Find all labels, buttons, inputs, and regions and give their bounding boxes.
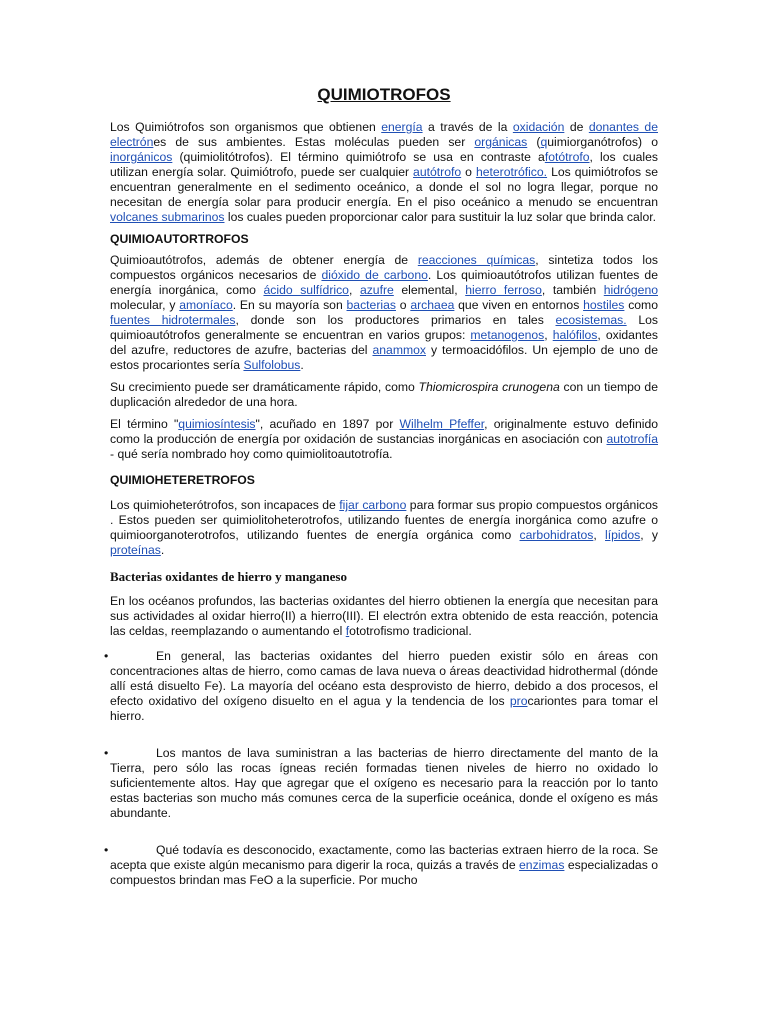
intro-paragraph-link[interactable]: oxidación: [512, 120, 565, 134]
bullet-item-3-text: Qué todavía es desconocido, exactamente, como las bacterias extraen hierro de la roca. Se acepta que existe algún mecanismo para digerir la roca, quizás a través de: [110, 843, 658, 872]
intro-paragraph-link[interactable]: heterotrófico.: [475, 165, 548, 179]
document-page: [104, 84, 659, 910]
quimioautotrofos-paragraph-1-link[interactable]: amoníaco: [179, 298, 233, 312]
section-heading-quimioheterotrofos: QUIMIOHETERETROFOS: [110, 473, 255, 487]
bacterias-hierro-paragraph-text: ototrofismo tradicional.: [349, 624, 472, 638]
bullet-list: [104, 649, 658, 888]
intro-paragraph: [110, 120, 658, 225]
intro-paragraph-link[interactable]: orgánicas: [474, 135, 528, 149]
quimioautotrofos-paragraph-1-link[interactable]: hidrógeno: [603, 283, 658, 297]
quimioautotrofos-paragraph-1-text: y termoacidófilos. Un ejemplo de uno de estos procariontes sería: [110, 343, 658, 372]
quimioautotrofos-paragraph-3-text: El término ": [110, 417, 179, 431]
quimioautotrofos-paragraph-1-text: , también: [541, 283, 604, 297]
quimioautotrofos-paragraph-1-text: , oxidantes del azufre, reductores de azufre, bacterias del: [110, 328, 658, 357]
bacterias-hierro-paragraph: [110, 594, 658, 639]
bullet-dot-icon: •: [104, 843, 109, 857]
section-heading-bacterias-hierro: Bacterias oxidantes de hierro y manganeso: [110, 569, 347, 584]
quimioautotrofos-paragraph-1-link[interactable]: reacciones químicas: [417, 253, 536, 267]
quimioautotrofos-paragraph-1-text: como: [624, 298, 658, 312]
quimioautotrofos-paragraph-1-link[interactable]: ecosistemas.: [555, 313, 627, 327]
bacterias-hierro-paragraph-text: En los océanos profundos, las bacterias oxidantes del hierro obtienen la energía que necesitan para sus actividades al oxidar hierro(II) a hierro(III). El electrón extra obtenido de esta reacción, potencia las celdas, reemplazando o aumentando el: [110, 594, 658, 638]
quimioautotrofos-paragraph-1: [110, 253, 658, 373]
bacterias-hierro-paragraph-link[interactable]: f: [345, 624, 350, 638]
bullet-item-1-link[interactable]: pro: [509, 694, 528, 708]
quimioautotrofos-paragraph-1-link[interactable]: bacterias: [346, 298, 396, 312]
quimioautotrofos-paragraph-2-text: Su crecimiento puede ser dramáticamente rápido, como: [110, 380, 419, 394]
quimioheterotrofos-paragraph-link[interactable]: proteínas: [110, 543, 161, 557]
quimioautotrofos-paragraph-1-link[interactable]: hostiles: [583, 298, 625, 312]
intro-paragraph-text: uimiorganótrofos) o: [547, 135, 658, 149]
bullet-item-1-text: cariontes para tomar el hierro.: [110, 694, 658, 723]
intro-paragraph-text: los cuales pueden proporcionar calor para sustituir la luz solar que brinda calor.: [224, 210, 657, 224]
quimioheterotrofos-paragraph-text: ,: [593, 528, 606, 542]
quimioautotrofos-paragraph-3-text: , originalmente estuvo definido como la producción de energía por oxidación de sustancias inorgánicas en asociación con: [110, 417, 658, 446]
quimioautotrofos-paragraph-1-text: ,: [348, 283, 360, 297]
quimioautotrofos-paragraph-1-text: , donde son los productores primarios en tales: [235, 313, 556, 327]
quimioheterotrofos-paragraph-link[interactable]: fijar carbono: [339, 498, 407, 512]
intro-paragraph-text: Los Quimiótrofos son organismos que obtienen: [110, 120, 382, 134]
quimioautotrofos-paragraph-1-link[interactable]: Sulfolobus: [243, 358, 301, 372]
quimioautotrofos-paragraph-1-text: . Los quimioautótrofos utilizan fuentes de energía inorgánica, como: [110, 268, 658, 297]
intro-paragraph-link[interactable]: donantes de electrón: [110, 120, 658, 149]
quimioautotrofos-paragraph-1-link[interactable]: hierro ferroso: [465, 283, 542, 297]
intro-paragraph-text: a través de la: [422, 120, 513, 134]
quimioheterotrofos-paragraph-text: para formar sus propio compuestos orgánicos . Estos pueden ser quimiolitoheterotrofos, utilizando fuentes de energía inorgánica como azufre o quimioorganoterotrofos, utilizando fuentes de energía orgánica como: [110, 498, 658, 542]
quimioheterotrofos-paragraph: [110, 498, 658, 558]
intro-paragraph-link[interactable]: autótrofo: [413, 165, 462, 179]
quimioautotrofos-paragraph-1-link[interactable]: archaea: [410, 298, 455, 312]
quimioautotrofos-paragraph-1-text: que viven en entornos: [454, 298, 584, 312]
quimioautotrofos-paragraph-1-text: o: [395, 298, 411, 312]
intro-paragraph-text: Los quimiótrofos se encuentran generalmente en el sedimento oceánico, a donde el sol no logra llegar, porque no necesitan de energía solar para producir energía. En el piso oceánico a menudo se encuentran: [110, 165, 658, 209]
quimioautotrofos-paragraph-1-text: molecular, y: [110, 298, 180, 312]
bullet-item-2-text: Los mantos de lava suministran a las bacterias de hierro directamente del manto de la Tierra, pero sólo las rocas ígneas recién formadas tienen niveles de hierro no oxidado lo suficientemente altos. Hay que agregar que el oxígeno es necesario para la reacción por lo tanto estas bacterias son mucho más comunes cerca de la superficie oceánica, donde el oxígeno es más abundante.: [110, 746, 658, 820]
intro-paragraph-text: o: [461, 165, 476, 179]
quimioautotrofos-paragraph-2-italic-text: Thiomicrospira crunogena: [418, 380, 560, 394]
quimioautotrofos-paragraph-1-text: .: [300, 358, 304, 372]
bullet-item: [104, 746, 658, 821]
bullet-dot-icon: •: [104, 746, 109, 760]
quimioautotrofos-paragraph-1-link[interactable]: anammox: [372, 343, 426, 357]
intro-paragraph-link[interactable]: energía: [381, 120, 423, 134]
quimioheterotrofos-paragraph-text: Los quimioheterótrofos, son incapaces de: [110, 498, 340, 512]
bullet-item: [104, 649, 658, 724]
quimioautotrofos-paragraph-3-link[interactable]: quimiosíntesis: [178, 417, 256, 431]
quimioautotrofos-paragraph-3-text: - qué sería nombrado hoy como quimiolitoautotrofía.: [110, 447, 393, 461]
quimioautotrofos-paragraph-1-text: ,: [544, 328, 553, 342]
quimioautotrofos-paragraph-1-link[interactable]: fuentes hidrotermales: [110, 313, 236, 327]
intro-paragraph-link[interactable]: fotótrofo: [544, 150, 590, 164]
quimioautotrofos-paragraph-1-link[interactable]: dióxido de carbono: [321, 268, 428, 282]
quimioautotrofos-paragraph-1-text: Los quimioautótrofos generalmente se encuentran en varios grupos:: [110, 313, 658, 342]
quimioautotrofos-paragraph-1-text: , sintetiza todos los compuestos orgánicos necesarios de: [110, 253, 658, 282]
quimioautotrofos-paragraph-1-text: Quimioautótrofos, además de obtener energía de: [110, 253, 418, 267]
intro-paragraph-text: de: [564, 120, 589, 134]
bullet-item-3-text: especializadas o compuestos brindan mas FeO a la superficie. Por mucho: [110, 858, 658, 887]
bullet-item-3-link[interactable]: enzimas: [519, 858, 565, 872]
quimioautotrofos-paragraph-3-text: ", acuñado en 1897 por: [255, 417, 400, 431]
intro-paragraph-text: (: [527, 135, 541, 149]
quimioautotrofos-paragraph-1-text: elemental,: [393, 283, 466, 297]
quimioheterotrofos-paragraph-link[interactable]: carbohidratos: [519, 528, 594, 542]
intro-paragraph-text: (quimiolitótrofos). El término quimiótrofo se usa en contraste a: [172, 150, 545, 164]
quimioautotrofos-paragraph-1-link[interactable]: azufre: [359, 283, 394, 297]
section-heading-quimioautotrofos: QUIMIOAUTORTROFOS: [110, 232, 249, 246]
bullet-item-1-text: En general, las bacterias oxidantes del hierro pueden existir sólo en áreas con concentraciones altas de hierro, como camas de lava nueva o áreas deactividad hidrothermal (dónde allí está disuelto Fe). La mayoría del océano esta desprovisto de hierro, debido a dos procesos, el efecto oxidativo del oxígeno disuelto en el agua y la tendencia de los: [110, 649, 658, 708]
quimioautotrofos-paragraph-1-text: . En su mayoría son: [232, 298, 347, 312]
intro-paragraph-text: , los cuales utilizan energía solar. Quimiótrofo, puede ser cualquier: [110, 150, 659, 179]
quimioautotrofos-paragraph-3-link[interactable]: autotrofía: [606, 432, 658, 446]
bullet-dot-icon: •: [104, 649, 109, 663]
bullet-item: [104, 843, 658, 888]
quimioautotrofos-paragraph-1-link[interactable]: halófilos: [552, 328, 598, 342]
quimioheterotrofos-paragraph-link[interactable]: lípidos: [605, 528, 641, 542]
quimioautotrofos-paragraph-3-link[interactable]: Wilhelm Pfeffer: [399, 417, 485, 431]
quimioautotrofos-paragraph-3: [110, 417, 658, 462]
intro-paragraph-link[interactable]: q: [540, 135, 548, 149]
document-title: QUIMIOTROFOS: [317, 85, 451, 104]
quimioheterotrofos-paragraph-text: , y: [640, 528, 658, 542]
quimioautotrofos-paragraph-1-link[interactable]: metanogenos: [470, 328, 545, 342]
intro-paragraph-text: es de sus ambientes. Estas moléculas pueden ser: [153, 135, 475, 149]
intro-paragraph-link[interactable]: volcanes submarinos: [110, 210, 225, 224]
intro-paragraph-link[interactable]: inorgánicos: [110, 150, 173, 164]
quimioautotrofos-paragraph-2-text: con un tiempo de duplicación alrededor de una hora.: [110, 380, 658, 409]
quimioautotrofos-paragraph-1-link[interactable]: ácido sulfídrico: [263, 283, 349, 297]
quimioautotrofos-paragraph-2: [110, 380, 658, 410]
quimioheterotrofos-paragraph-text: .: [160, 543, 165, 557]
